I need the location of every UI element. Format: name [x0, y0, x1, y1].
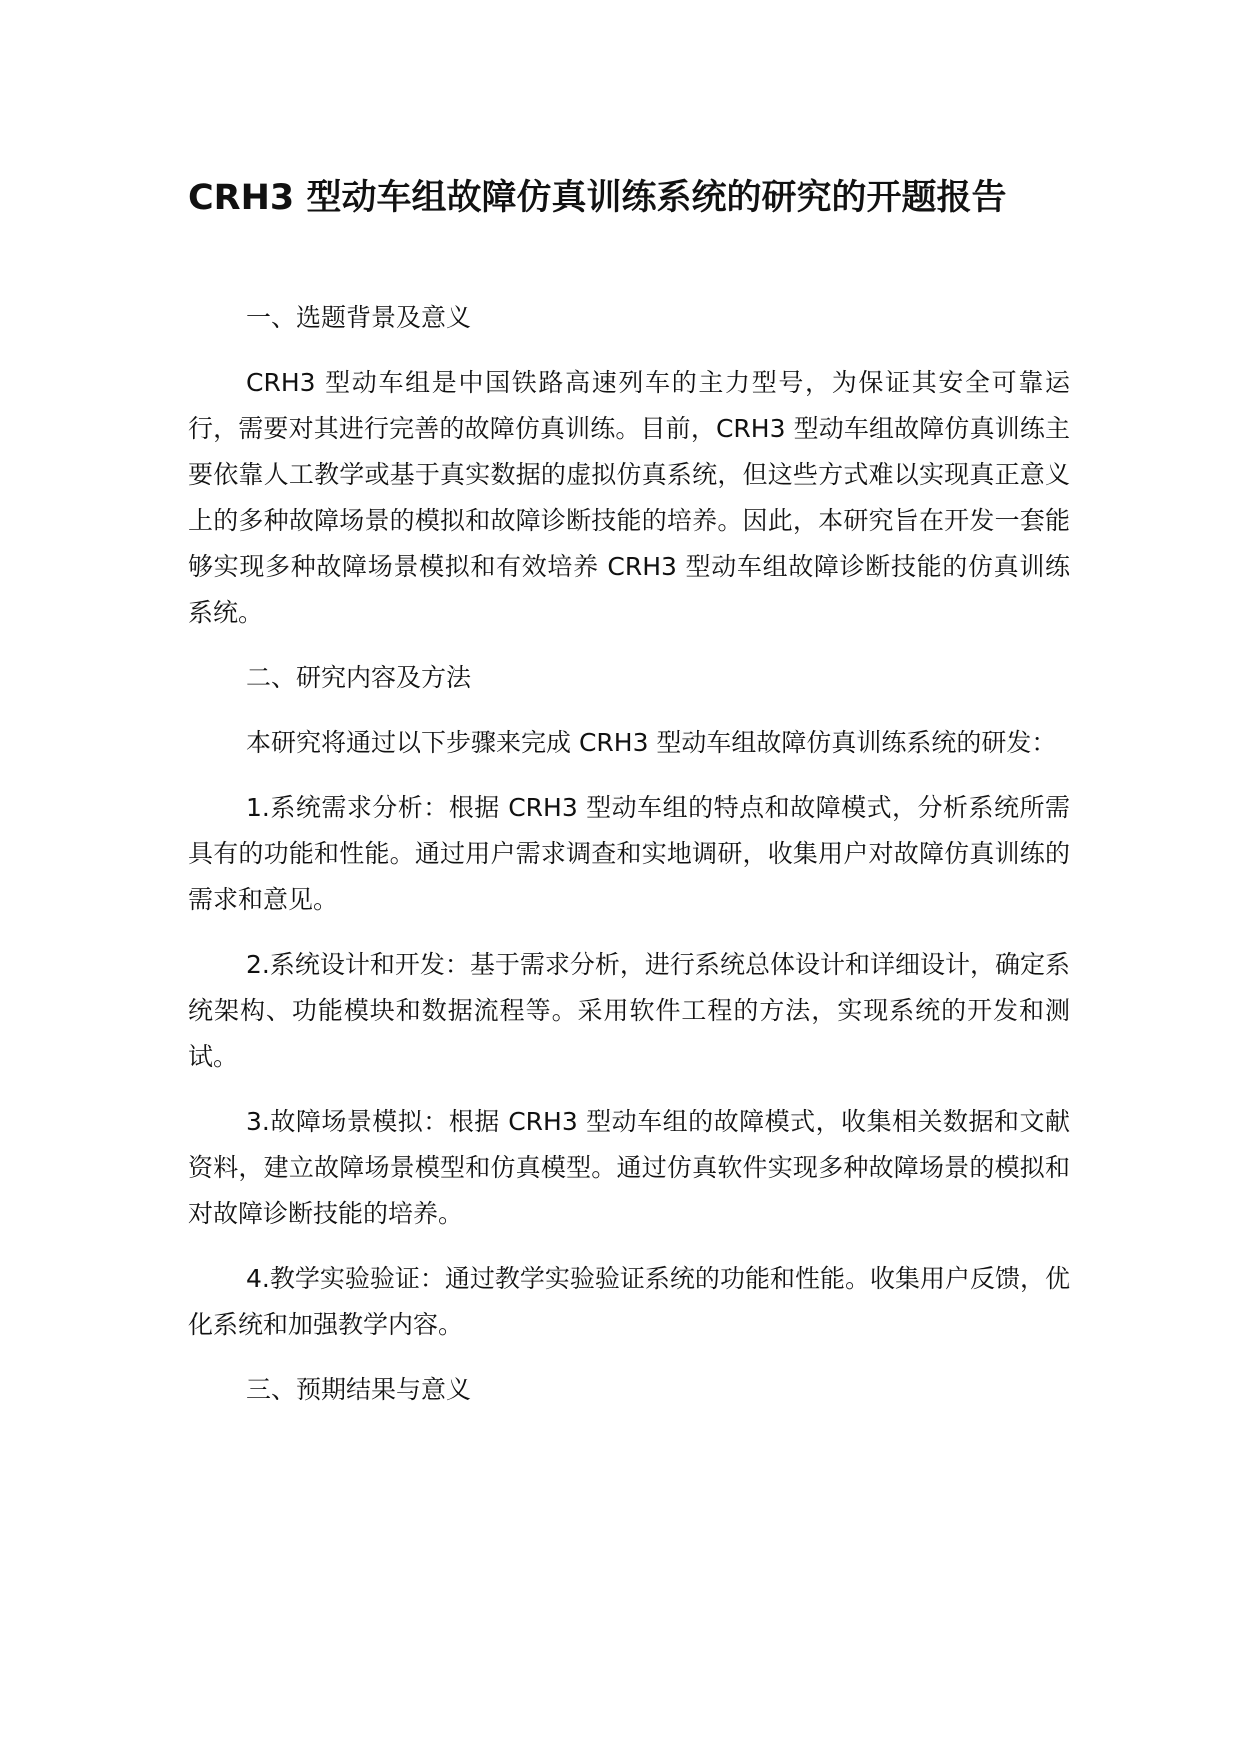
paragraph-background: CRH3 型动车组是中国铁路高速列车的主力型号，为保证其安全可靠运行，需要对其进行完善的故障仿真训练。目前，CRH3 型动车组故障仿真训练主要依靠人工教学或基于真实数据的虚拟仿真系统，但这些方式难以实现真正意义上的多种故障场景的模拟和故障诊断技能的培养。因此，本研究旨在开发一套能够实现多种故障场景模拟和有效培养 CRH3 型动车组故障诊断技能的仿真训练系统。 — [188, 368, 1070, 627]
paragraph-step-3: 3.故障场景模拟：根据 CRH3 型动车组的故障模式，收集相关数据和文献资料，建立故障场景模型和仿真模型。通过仿真软件实现多种故障场景的模拟和对故障诊断技能的培养。 — [188, 1107, 1070, 1228]
paragraph-step-4: 4.教学实验验证：通过教学实验验证系统的功能和性能。收集用户反馈，优化系统和加强教学内容。 — [188, 1264, 1070, 1339]
paragraph-step-1: 1.系统需求分析：根据 CRH3 型动车组的特点和故障模式，分析系统所需具有的功能和性能。通过用户需求调查和实地调研，收集用户对故障仿真训练的需求和意见。 — [188, 793, 1070, 914]
paragraph-step-2: 2.系统设计和开发：基于需求分析，进行系统总体设计和详细设计，确定系统架构、功能模块和数据流程等。采用软件工程的方法，实现系统的开发和测试。 — [188, 950, 1070, 1071]
paragraph-methods-intro: 本研究将通过以下步骤来完成 CRH3 型动车组故障仿真训练系统的研发： — [246, 728, 1057, 757]
section-heading-methods: 二、研究内容及方法 — [246, 663, 472, 692]
document-body — [188, 295, 1070, 1432]
document-title: CRH3 型动车组故障仿真训练系统的研究的开题报告 — [188, 178, 1007, 218]
section-heading-background: 一、选题背景及意义 — [246, 303, 472, 332]
section-heading-results: 三、预期结果与意义 — [246, 1375, 472, 1404]
